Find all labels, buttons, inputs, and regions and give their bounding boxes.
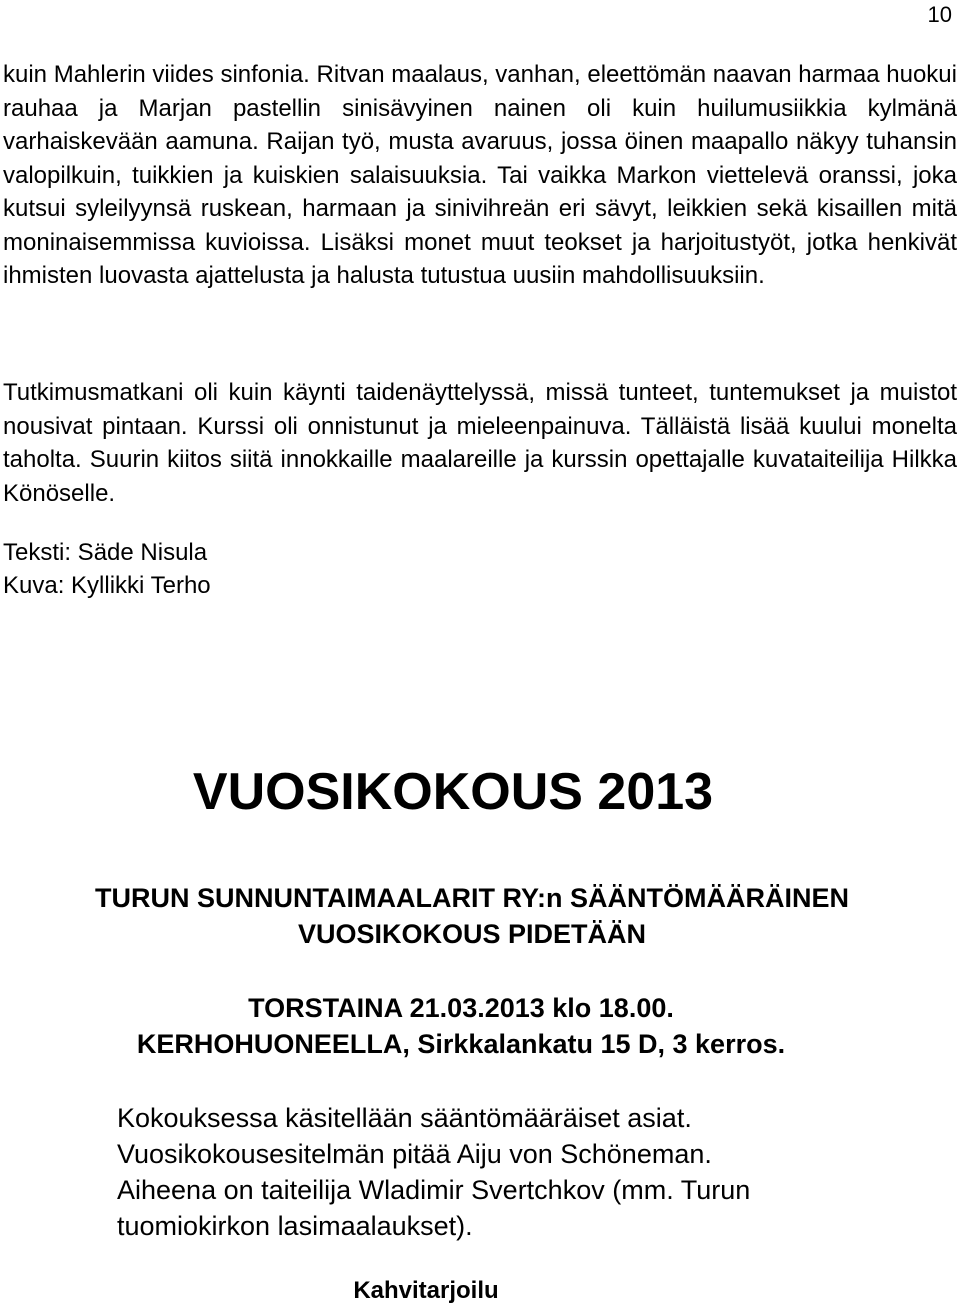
meeting-heading-line-1: TURUN SUNNUNTAIMAALARIT RY:n SÄÄNTÖMÄÄRÄINEN xyxy=(95,883,849,913)
article-credits xyxy=(3,536,211,602)
meeting-place: KERHOHUONEELLA, Sirkkalankatu 15 D, 3 kerros. xyxy=(136,1029,786,1059)
meeting-date: TORSTAINA 21.03.2013 klo 18.00. xyxy=(248,993,674,1023)
article-paragraph-1: kuin Mahlerin viides sinfonia. Ritvan maalaus, vanhan, eleettömän naavan harmaa huokui rauhaa ja Marjan pastellin sinisävyinen nainen oli kuin huilumusiikkia kylmänä varhaiskevään aamuna. Raijan työ, musta avaruus, jossa öinen maapallo näkyy tuhansin valopilkuin, tuikkien ja kuiskien salaisuuksia. Tai vaikka Markon viettelevä oranssi, joka kutsui syleilyynsä ruskean, harmaan ja sinivihreän eri sävyt, leikkien sekä kisaillen mitä moninaisemmissa kuvioissa. Lisäksi monet muut teokset ja harjoitustyöt, jotka henkivät ihmisten luovasta ajattelusta ja halusta tutustua uusiin mahdollisuuksiin. xyxy=(3,61,957,289)
text-credit: Teksti: Säde Nisula xyxy=(3,539,208,566)
photo-credit: Kuva: Kyllikki Terho xyxy=(3,572,211,599)
meeting-time-place xyxy=(0,990,922,1062)
meeting-title: VUOSIKOKOUS 2013 xyxy=(192,763,714,821)
meeting-agenda xyxy=(117,1100,750,1244)
agenda-line: tuomiokirkon lasimaalaukset). xyxy=(117,1211,473,1241)
agenda-line: Aiheena on taiteilija Wladimir Svertchkov (mm. Turun xyxy=(117,1175,751,1205)
agenda-line: Vuosikokousesitelmän pitää Aiju von Schöneman. xyxy=(117,1139,712,1169)
page-number: 10 xyxy=(927,2,952,27)
article-paragraph-2: Tutkimusmatkani oli kuin käynti taidenäyttelyssä, missä tunteet, tuntemukset ja muistot nousivat pintaan. Kurssi oli onnistunut ja mieleenpainuva. Tälläistä lisää kuului monelta taholta. Suurin kiitos siitä innokkaille maalareille ja kurssin opettajalle kuvataiteilija Hilkka Könöselle. xyxy=(3,379,957,507)
meeting-heading-line-2: VUOSIKOKOUS PIDETÄÄN xyxy=(297,919,647,949)
agenda-line: Kokouksessa käsitellään sääntömääräiset asiat. xyxy=(117,1103,692,1133)
coffee-notice: Kahvitarjoilu xyxy=(353,1277,499,1304)
meeting-heading xyxy=(0,880,944,952)
